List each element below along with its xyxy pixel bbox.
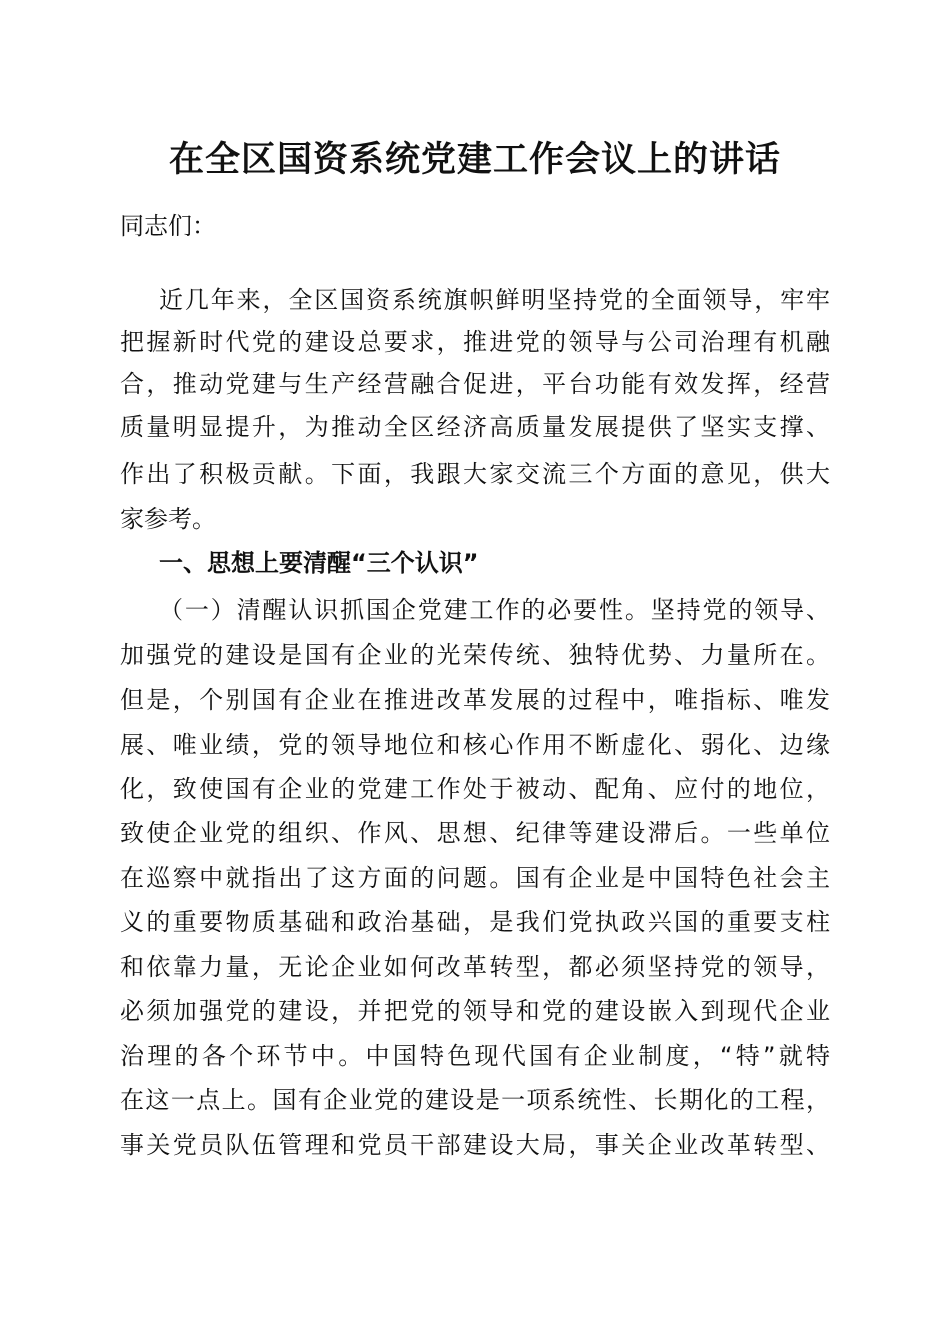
paragraph-line: 加强党的建设是国有企业的光荣传统、独特优势、力量所在。 bbox=[120, 641, 830, 669]
section-heading: 一、思想上要清醒“三个认识” bbox=[159, 549, 479, 577]
document-title: 在全区国资系统党建工作会议上的讲话 bbox=[168, 139, 781, 180]
paragraph-line: 但是，个别国有企业在推进改革发展的过程中，唯指标、唯发 bbox=[120, 686, 830, 714]
paragraph-line: 义的重要物质基础和政治基础，是我们党执政兴国的重要支柱 bbox=[120, 908, 830, 936]
paragraph-line: 化，致使国有企业的党建工作处于被动、配角、应付的地位， bbox=[120, 775, 830, 803]
subsection-line bbox=[159, 588, 830, 632]
paragraph-line: 家参考。 bbox=[120, 505, 216, 533]
paragraph-line: 致使企业党的组织、作风、思想、纪律等建设滞后。一些单位 bbox=[120, 819, 830, 847]
paragraph-line: 和依靠力量，无论企业如何改革转型，都必须坚持党的领导， bbox=[120, 953, 830, 981]
subsection-rest: 坚持党的领导、 bbox=[650, 596, 830, 624]
paragraph-line: 作出了积极贡献。下面，我跟大家交流三个方面的意见，供大 bbox=[120, 460, 830, 488]
paragraph-line: 合，推动党建与生产经营融合促进，平台功能有效发挥，经营 bbox=[120, 370, 830, 398]
paragraph-line: 在巡察中就指出了这方面的问题。国有企业是中国特色社会主 bbox=[120, 864, 830, 892]
paragraph-line: 把握新时代党的建设总要求，推进党的领导与公司治理有机融 bbox=[120, 328, 830, 356]
paragraph-line: 必须加强党的建设，并把党的领导和党的建设嵌入到现代企业 bbox=[120, 997, 830, 1025]
paragraph-line: 展、唯业绩，党的领导地位和核心作用不断虚化、弱化、边缘 bbox=[120, 731, 830, 759]
paragraph-line: 近几年来，全区国资系统旗帜鲜明坚持党的全面领导，牢牢 bbox=[159, 286, 830, 314]
paragraph-line: 治理的各个环节中。中国特色现代国有企业制度，“特”就特 bbox=[120, 1042, 830, 1070]
salutation: 同志们： bbox=[120, 212, 216, 240]
subsection-lead: （一）清醒认识抓国企党建工作的必要性。 bbox=[159, 596, 651, 624]
paragraph-line: 事关党员队伍管理和党员干部建设大局，事关企业改革转型、 bbox=[120, 1131, 830, 1159]
paragraph-line: 质量明显提升，为推动全区经济高质量发展提供了坚实支撑、 bbox=[120, 413, 830, 441]
paragraph-line: 在这一点上。国有企业党的建设是一项系统性、长期化的工程， bbox=[120, 1086, 830, 1114]
